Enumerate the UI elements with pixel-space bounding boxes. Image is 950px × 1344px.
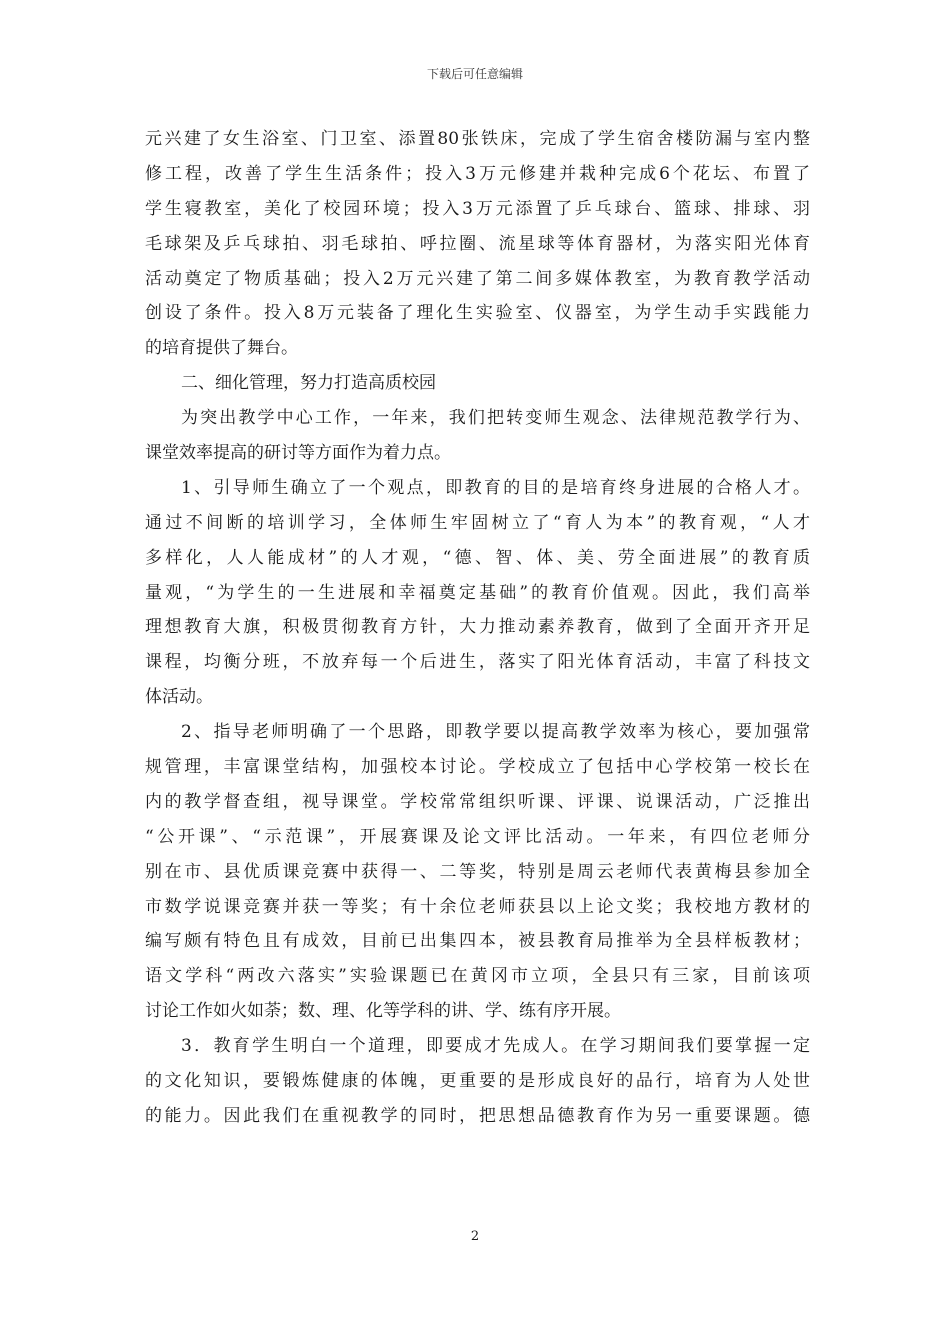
text-line: 的能力。因此我们在重视教学的同时，把思想品德教育作为另一重要课题。德: [145, 1105, 810, 1126]
text-line: 元兴建了女生浴室、门卫室、添置80张铁床，完成了学生宿舍楼防漏与室内整: [145, 129, 810, 149]
text-line: “公开课”、“示范课”，开展赛课及论文评比活动。一年来，有四位老师分: [145, 826, 810, 847]
text-line: 通过不间断的培训学习，全体师生牢固树立了“育人为本”的教育观，“人才: [145, 512, 810, 533]
text-line: 二、细化管理，努力打造高质校园: [181, 373, 436, 394]
text-line: 编写颇有特色且有成效，目前已出集四本，被县教育局推举为全县样板教材；: [145, 931, 810, 952]
text-line: 量观，“为学生的一生进展和幸福奠定基础”的教育价值观。因此，我们高举: [145, 582, 810, 603]
text-line: 活动奠定了物质基础；投入2万元兴建了第二间多媒体教室，为教育教学活动: [145, 268, 810, 289]
text-line: 学生寝教室，美化了校园环境；投入3万元添置了乒乓球台、篮球、排球、羽: [145, 198, 810, 219]
text-line: 课堂效率提高的研讨等方面作为着力点。: [145, 443, 451, 464]
text-line: 2、指导老师明确了一个思路，即教学要以提高教学效率为核心，要加强常: [181, 722, 810, 743]
text-line: 内的教学督查组，视导课堂。学校常常组织听课、评课、说课活动，广泛推出: [145, 791, 810, 812]
document-body: [145, 122, 810, 1134]
text-line: 理想教育大旗，积极贯彻教育方针，大力推动素养教育，做到了全面开齐开足: [145, 617, 810, 638]
page-header: 下载后可任意编辑: [426, 67, 523, 81]
text-line: 的培育提供了舞台。: [145, 338, 298, 359]
text-line: 修工程，改善了学生生活条件；投入3万元修建并栽种完成6个花坛、布置了: [145, 163, 810, 184]
text-line: 多样化，人人能成材”的人才观，“德、智、体、美、劳全面进展”的教育质: [145, 547, 810, 568]
text-line: 1、引导师生确立了一个观点，即教育的目的是培育终身进展的合格人才。: [181, 477, 810, 498]
text-line: 为突出教学中心工作，一年来，我们把转变师生观念、法律规范教学行为、: [181, 408, 810, 429]
page-number: 2: [470, 1229, 480, 1244]
text-line: 3．教育学生明白一个道理，即要成才先成人。在学习期间我们要掌握一定: [181, 1036, 810, 1057]
text-line: 市数学说课竞赛并获一等奖；有十余位老师获县以上论文奖；我校地方教材的: [145, 896, 810, 917]
text-line: 的文化知识，要锻炼健康的体魄，更重要的是形成良好的品行，培育为人处世: [145, 1071, 810, 1092]
text-line: 语文学科“两改六落实”实验课题已在黄冈市立项，全县只有三家，目前该项: [145, 966, 810, 987]
text-line: 课程，均衡分班，不放弃每一个后进生，落实了阳光体育活动，丰富了科技文: [145, 652, 810, 673]
text-line: 体活动。: [145, 687, 213, 708]
text-line: 规管理，丰富课堂结构，加强校本讨论。学校成立了包括中心学校第一校长在: [145, 757, 810, 778]
text-line: 讨论工作如火如荼；数、理、化等学科的讲、学、练有序开展。: [145, 1001, 621, 1022]
text-line: 毛球架及乒乓球拍、羽毛球拍、呼拉圈、流星球等体育器材，为落实阳光体育: [145, 233, 810, 254]
text-line: 创设了条件。投入8万元装备了理化生实验室、仪器室，为学生动手实践能力: [145, 303, 810, 324]
text-line: 别在市、县优质课竞赛中获得一、二等奖，特别是周云老师代表黄梅县参加全: [145, 861, 810, 882]
